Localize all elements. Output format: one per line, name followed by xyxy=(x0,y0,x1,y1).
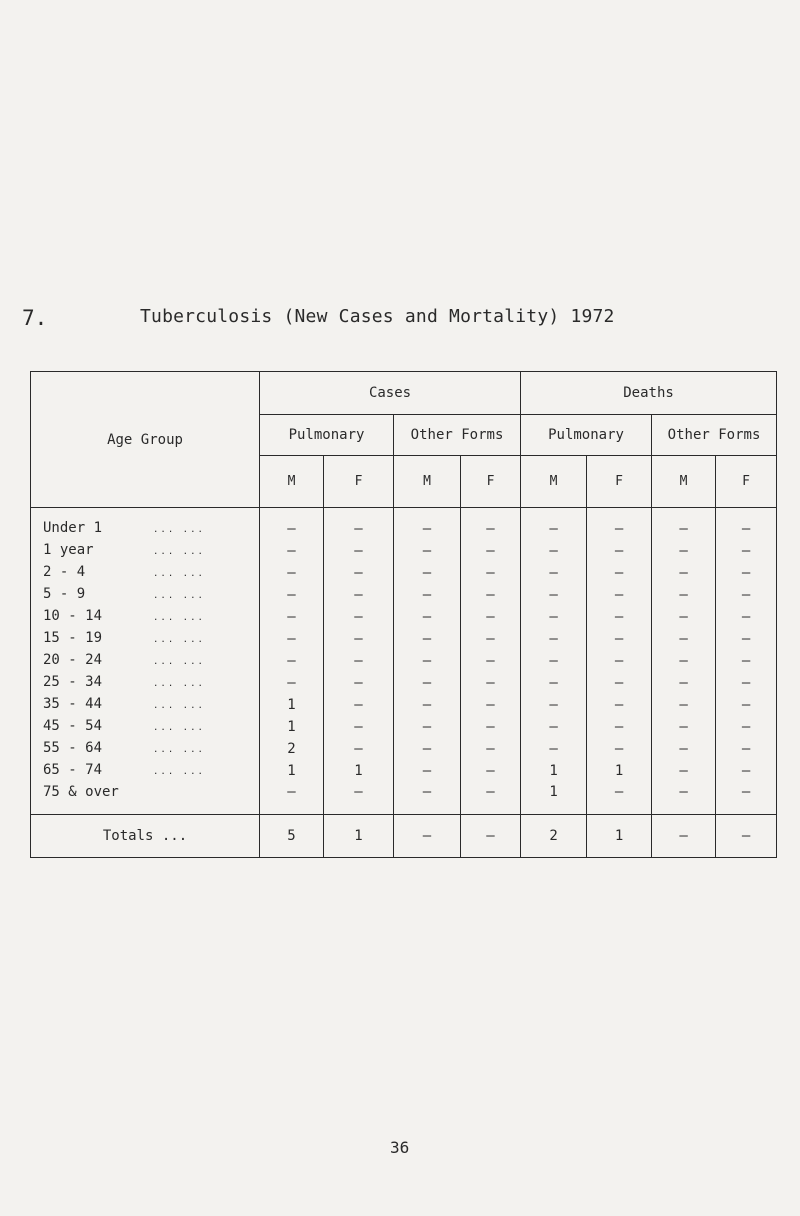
table-cell: — xyxy=(394,584,461,606)
table-cell: — xyxy=(260,562,324,584)
table-cell: — xyxy=(652,508,716,541)
table-cell: — xyxy=(394,628,461,650)
table-cell: — xyxy=(587,508,652,541)
table-cell: 1 xyxy=(260,694,324,716)
table-cell: — xyxy=(521,650,587,672)
deaths-header: Deaths xyxy=(521,372,777,415)
table-cell: — xyxy=(260,672,324,694)
table-body xyxy=(31,508,777,815)
age-label: 65 - 74 xyxy=(43,762,103,778)
table-cell: — xyxy=(461,672,521,694)
table-cell: — xyxy=(461,716,521,738)
table-cell: — xyxy=(652,628,716,650)
table-cell: 2 xyxy=(260,738,324,760)
table-cell: — xyxy=(324,628,394,650)
table-cell: — xyxy=(521,562,587,584)
table-cell: 1 xyxy=(324,760,394,782)
table-cell: — xyxy=(394,738,461,760)
table-cell: — xyxy=(652,562,716,584)
table-cell: — xyxy=(652,760,716,782)
table-cell: — xyxy=(521,540,587,562)
table-cell: — xyxy=(716,540,777,562)
table-row xyxy=(31,540,777,562)
table-cell: — xyxy=(716,584,777,606)
table-cell: — xyxy=(716,782,777,815)
totals-cell: — xyxy=(716,815,777,858)
table-cell: — xyxy=(652,650,716,672)
age-label: 10 - 14 xyxy=(43,608,103,624)
table-cell: — xyxy=(521,672,587,694)
sex-header: F xyxy=(587,456,652,508)
table-cell: — xyxy=(521,584,587,606)
table-cell: — xyxy=(260,540,324,562)
table-cell: — xyxy=(461,540,521,562)
totals-cell: 5 xyxy=(260,815,324,858)
tuberculosis-table xyxy=(30,371,777,858)
page-title: Tuberculosis (New Cases and Mortality) 1972 xyxy=(140,306,615,327)
table-cell: 1 xyxy=(521,782,587,815)
table-cell: — xyxy=(260,782,324,815)
table-cell: — xyxy=(652,584,716,606)
table-cell: — xyxy=(587,584,652,606)
footer-page-number: 36 xyxy=(390,1138,410,1157)
table-cell: — xyxy=(461,694,521,716)
table-cell: — xyxy=(652,694,716,716)
table-cell: — xyxy=(716,672,777,694)
dot-leader: ... ... xyxy=(153,745,205,755)
table-cell: — xyxy=(324,508,394,541)
sex-header: F xyxy=(461,456,521,508)
table-cell: — xyxy=(461,650,521,672)
table-cell: — xyxy=(324,606,394,628)
table-cell: — xyxy=(587,694,652,716)
table-cell: 1 xyxy=(587,760,652,782)
table-row xyxy=(31,562,777,584)
dot-leader: ... ... xyxy=(153,701,205,711)
table-row xyxy=(31,628,777,650)
table-cell: — xyxy=(521,738,587,760)
table-cell: — xyxy=(587,628,652,650)
age-label: Under 1 xyxy=(43,520,103,536)
table-cell: — xyxy=(716,716,777,738)
table-row xyxy=(31,782,777,815)
deaths-pulmonary-header: Pulmonary xyxy=(521,415,652,456)
table-row xyxy=(31,606,777,628)
page-number: 7. xyxy=(22,306,48,330)
table-cell: — xyxy=(461,606,521,628)
table-row xyxy=(31,738,777,760)
table-cell: — xyxy=(461,562,521,584)
table-row xyxy=(31,508,777,541)
table-cell: — xyxy=(652,738,716,760)
table-cell: — xyxy=(716,738,777,760)
table-cell: — xyxy=(716,628,777,650)
table-cell: — xyxy=(587,562,652,584)
table-cell: — xyxy=(394,672,461,694)
dot-leader: ... ... xyxy=(153,569,205,579)
table-cell: — xyxy=(324,716,394,738)
dot-leader: ... ... xyxy=(153,591,205,601)
age-group-header: Age Group xyxy=(31,372,260,508)
dot-leader: ... ... xyxy=(153,657,205,667)
table-cell: — xyxy=(716,606,777,628)
table-cell: — xyxy=(260,650,324,672)
table-cell: — xyxy=(716,650,777,672)
totals-row xyxy=(31,815,777,858)
totals-cell: 1 xyxy=(587,815,652,858)
dot-leader: ... ... xyxy=(153,767,205,777)
age-label: 2 - 4 xyxy=(43,564,86,580)
sex-header: M xyxy=(521,456,587,508)
age-label: 20 - 24 xyxy=(43,652,103,668)
cases-other-forms-header: Other Forms xyxy=(394,415,521,456)
table-cell: — xyxy=(587,650,652,672)
age-label: 75 & over xyxy=(43,784,119,800)
sex-header: M xyxy=(394,456,461,508)
totals-cell: 1 xyxy=(324,815,394,858)
table-row xyxy=(31,760,777,782)
table-cell: — xyxy=(324,672,394,694)
table-cell: — xyxy=(716,508,777,541)
table-cell: — xyxy=(652,782,716,815)
totals-cell: — xyxy=(394,815,461,858)
table-cell: — xyxy=(394,760,461,782)
table-cell: — xyxy=(324,584,394,606)
table-cell: — xyxy=(587,716,652,738)
table-cell: — xyxy=(461,760,521,782)
table-row xyxy=(31,650,777,672)
table-cell: — xyxy=(394,716,461,738)
table-row xyxy=(31,716,777,738)
table-cell: — xyxy=(260,606,324,628)
dot-leader: ... ... xyxy=(153,679,205,689)
table-cell: — xyxy=(461,782,521,815)
table-cell: 1 xyxy=(521,760,587,782)
dot-leader: ... ... xyxy=(153,547,205,557)
age-label: 5 - 9 xyxy=(43,586,86,602)
dot-leader: ... ... xyxy=(153,613,205,623)
table-cell: — xyxy=(587,540,652,562)
age-label: 1 year xyxy=(43,542,94,558)
cases-pulmonary-header: Pulmonary xyxy=(260,415,394,456)
table-cell: — xyxy=(394,508,461,541)
table-cell: — xyxy=(587,738,652,760)
sex-header: M xyxy=(260,456,324,508)
table-cell: — xyxy=(461,628,521,650)
deaths-other-forms-header: Other Forms xyxy=(652,415,777,456)
table-cell: — xyxy=(461,738,521,760)
table-cell: — xyxy=(521,694,587,716)
table-cell: — xyxy=(587,782,652,815)
table-cell: — xyxy=(652,716,716,738)
table-cell: — xyxy=(521,628,587,650)
table-cell: — xyxy=(394,562,461,584)
table-row xyxy=(31,584,777,606)
table-cell: — xyxy=(652,606,716,628)
table-cell: 1 xyxy=(260,716,324,738)
table-cell: — xyxy=(716,562,777,584)
table-cell: 1 xyxy=(260,760,324,782)
age-label: 25 - 34 xyxy=(43,674,103,690)
table-cell: — xyxy=(521,716,587,738)
table-cell: — xyxy=(324,738,394,760)
table-cell: — xyxy=(587,606,652,628)
table-cell: — xyxy=(324,650,394,672)
cases-header: Cases xyxy=(260,372,521,415)
dot-leader: ... ... xyxy=(153,635,205,645)
table-cell: — xyxy=(394,540,461,562)
age-label: 55 - 64 xyxy=(43,740,103,756)
table-cell: — xyxy=(260,508,324,541)
table-cell: — xyxy=(324,562,394,584)
totals-cell: — xyxy=(461,815,521,858)
age-label: 45 - 54 xyxy=(43,718,103,734)
age-label: 35 - 44 xyxy=(43,696,103,712)
dot-leader: ... ... xyxy=(153,723,205,733)
totals-label: Totals ... xyxy=(31,815,260,858)
table-cell: — xyxy=(394,782,461,815)
table-cell: — xyxy=(587,672,652,694)
table-cell: — xyxy=(652,672,716,694)
table-cell: — xyxy=(324,782,394,815)
table-cell: — xyxy=(716,760,777,782)
table-cell: — xyxy=(394,650,461,672)
totals-cell: 2 xyxy=(521,815,587,858)
table-cell: — xyxy=(324,694,394,716)
table-cell: — xyxy=(260,584,324,606)
table-cell: — xyxy=(521,606,587,628)
table-cell: — xyxy=(260,628,324,650)
table-row xyxy=(31,672,777,694)
table-cell: — xyxy=(394,694,461,716)
table-cell: — xyxy=(521,508,587,541)
table-cell: — xyxy=(716,694,777,716)
sex-header: F xyxy=(716,456,777,508)
sex-header: F xyxy=(324,456,394,508)
table-cell: — xyxy=(394,606,461,628)
sex-header: M xyxy=(652,456,716,508)
table-cell: — xyxy=(324,540,394,562)
table-row xyxy=(31,694,777,716)
table-cell: — xyxy=(461,584,521,606)
table-cell: — xyxy=(461,508,521,541)
age-label: 15 - 19 xyxy=(43,630,103,646)
totals-cell: — xyxy=(652,815,716,858)
table-cell: — xyxy=(652,540,716,562)
dot-leader: ... ... xyxy=(153,525,205,535)
